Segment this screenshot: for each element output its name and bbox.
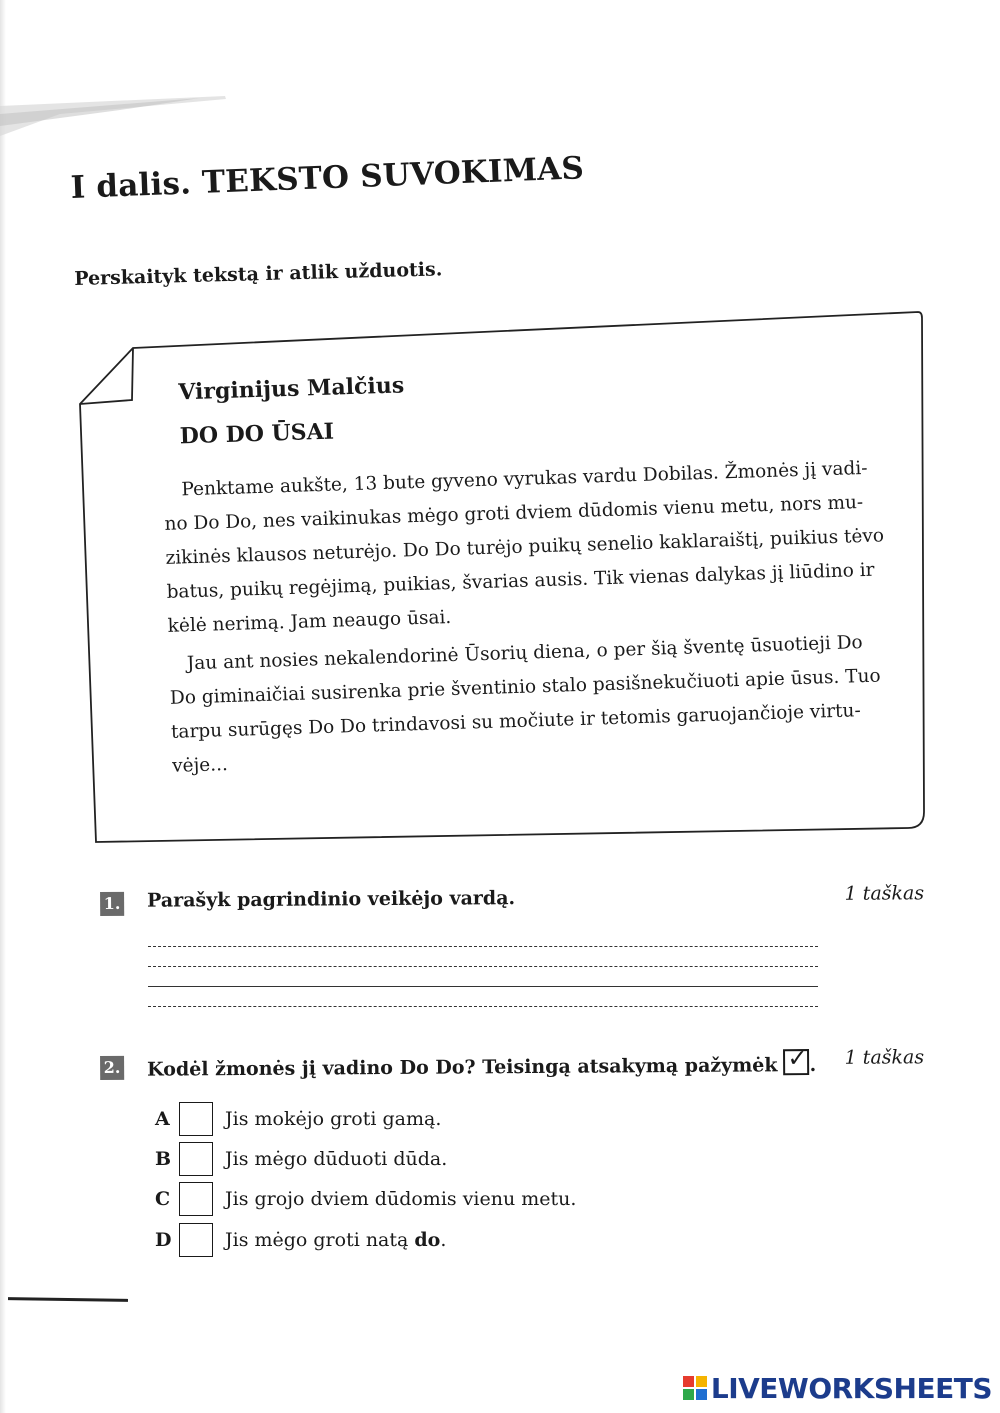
story-line: zikinės klausos neturėjo. Do Do turėjo puikų senelio kaklaraištį, puikius tėvo (165, 525, 885, 569)
story-paragraph (168, 625, 912, 784)
option-text-bold: do (414, 1229, 441, 1251)
option-text-end: . (440, 1229, 447, 1251)
answer-line[interactable] (148, 946, 818, 947)
answer-lines[interactable] (148, 942, 818, 1012)
brand-logo-icon (683, 1376, 707, 1400)
task-points: 1 taškas (844, 1046, 925, 1069)
page-title: I dalis. TEKSTO SUVOKIMAS (70, 150, 585, 206)
story-line: Jau ant nosies nekalendorinė Ūsorių diena, o per šią šventę ūsuotieji Do (186, 632, 863, 675)
task-question-text: Kodėl žmonės jį vadino Do Do? Teisingą atsakymą pažymėk (147, 1054, 778, 1081)
option-text: Jis mokėjo groti gamą. (225, 1108, 442, 1130)
answer-line[interactable] (148, 1006, 818, 1007)
option-text-main: Jis mėgo groti natą (225, 1229, 415, 1251)
story-line: Penktame aukšte, 13 bute gyveno vyrukas vardu Dobilas. Žmonės jį vadi- (181, 457, 868, 501)
option-b-checkbox[interactable] (179, 1142, 213, 1176)
option-text: Jis mėgo dūduoti dūda. (225, 1148, 448, 1170)
scan-edge-line (8, 1297, 128, 1302)
option-letter: A (155, 1108, 170, 1130)
answer-line[interactable] (148, 966, 818, 967)
task-points: 1 taškas (844, 882, 925, 905)
story-line: batus, puikų regėjimą, puikias, švarias ausis. Tik vienas dalykas jį liūdino ir (166, 559, 875, 603)
task-number: 2. (100, 1056, 124, 1080)
answer-line[interactable] (148, 986, 818, 987)
liveworksheets-logo (683, 1373, 992, 1403)
task-1 (100, 880, 930, 922)
brand-text: LIVEWORKSHEETS (710, 1371, 992, 1405)
scan-left-edge (0, 0, 6, 1413)
story-line: Do giminaičiai susirenka prie šventinio stalo pasišnekučiuoti apie ūsus. Tuo (169, 665, 881, 709)
option-a-checkbox[interactable] (179, 1102, 213, 1136)
story-line: vėje... (171, 754, 229, 777)
task-number: 1. (100, 892, 124, 916)
story-line: no Do Do, nes vaikinukas mėgo groti dviem dūdomis vienu metu, nors mu- (164, 491, 864, 535)
story-author: Virginijus Malčius (177, 372, 405, 406)
story-title: DO DO ŪSAI (179, 418, 335, 450)
story-paragraph (163, 451, 908, 644)
option-d-checkbox[interactable] (179, 1223, 213, 1257)
scan-smudge (0, 96, 230, 136)
instruction: Perskaityk tekstą ir atlik užduotis. (74, 258, 443, 290)
option-letter: D (155, 1229, 172, 1251)
task-question (147, 1044, 817, 1081)
story-line: tarpu surūgęs Do Do trindavosi su močiute ir tetomis garuojančioje virtu- (170, 700, 862, 743)
task-question: Parašyk pagrindinio veikėjo vardą. (147, 887, 516, 912)
option-text (225, 1229, 446, 1251)
option-letter: C (155, 1188, 171, 1210)
task-question-end: . (809, 1054, 817, 1077)
story-line: kėlė nerimą. Jam neaugo ūsai. (167, 606, 452, 637)
option-text: Jis grojo dviem dūdomis vienu metu. (225, 1188, 577, 1210)
story-text (160, 357, 912, 784)
checkbox-example-icon: ✓ (783, 1049, 809, 1075)
option-letter: B (155, 1148, 172, 1170)
task-2 (100, 1044, 930, 1086)
option-c-checkbox[interactable] (179, 1182, 213, 1216)
